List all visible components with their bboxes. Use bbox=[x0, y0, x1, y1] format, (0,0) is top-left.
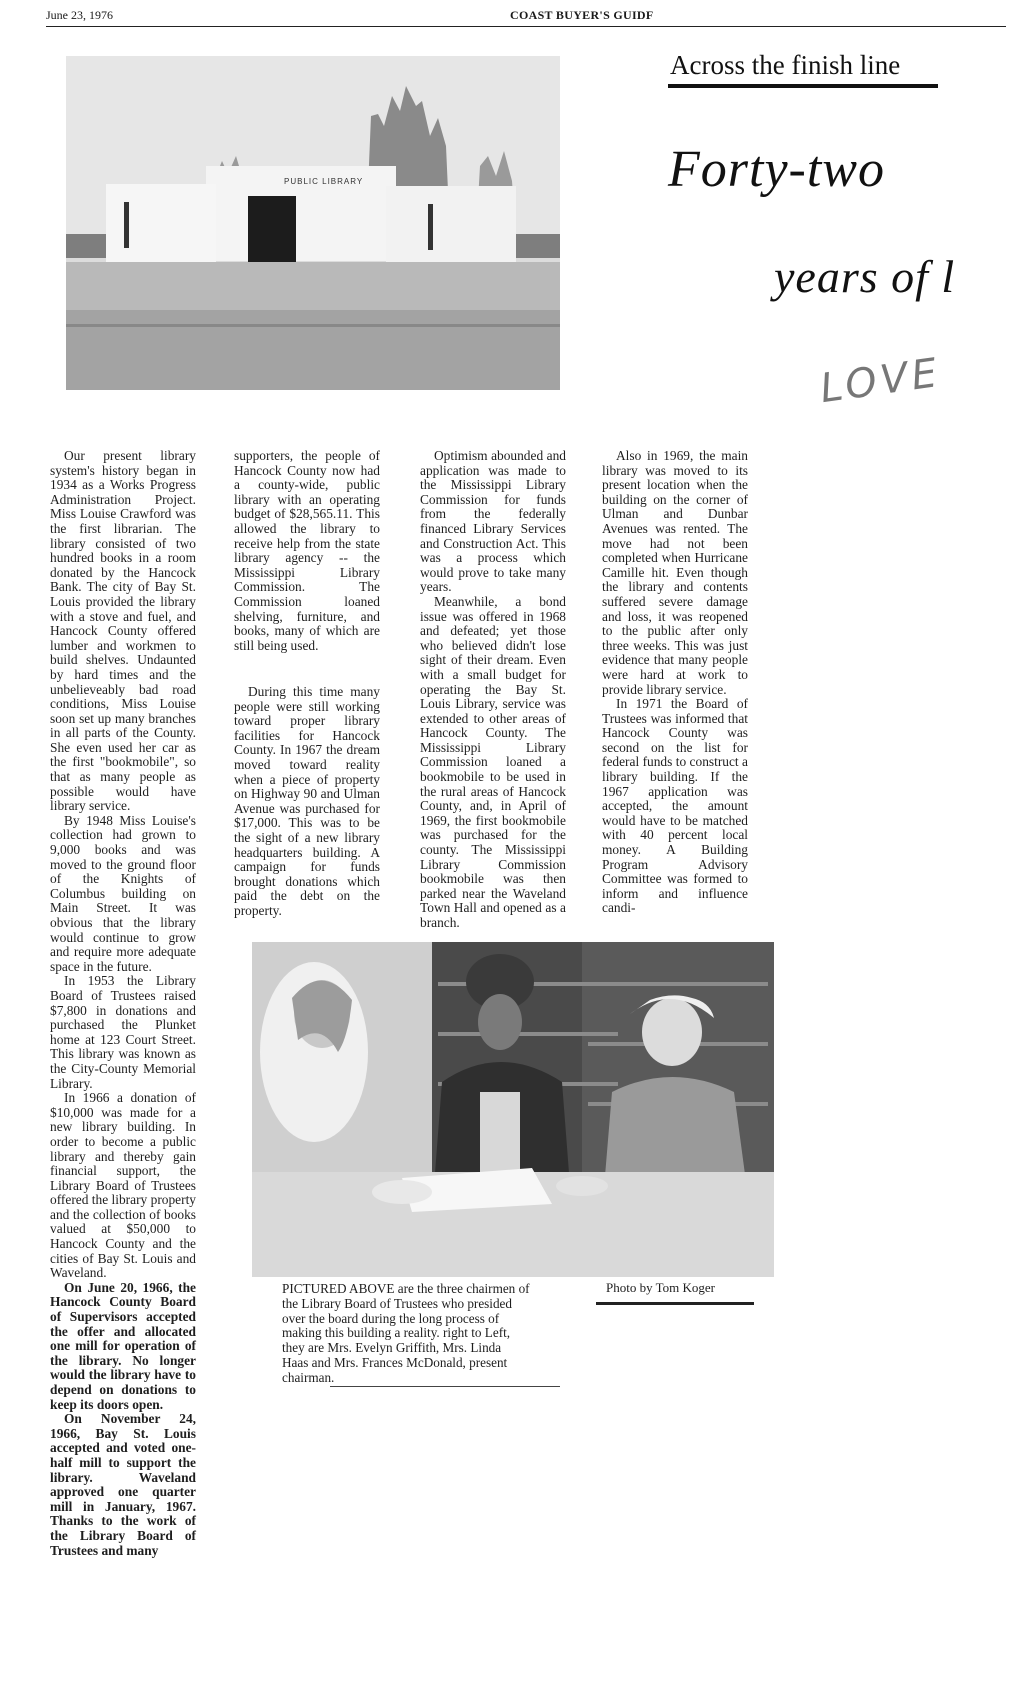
library-building-photo bbox=[66, 56, 560, 390]
paragraph: Optimism abounded and application was made to the Mississippi Library Commission for funds from the federally financed Library Services and Construction Act. This was a process which would prove to take many years. bbox=[420, 448, 566, 595]
svg-text:PUBLIC LIBRARY: PUBLIC LIBRARY bbox=[284, 177, 364, 186]
photo-caption: PICTURED ABOVE are the three chairmen of the Library Board of Trustees who presided over the board during the long process of making this building a reality. right to Left, they are Mrs. Evelyn Griffith, Mrs. Linda Haas and Mrs. Frances McDonald, present chairman. bbox=[282, 1281, 530, 1385]
paragraph: In 1953 the Library Board of Trustees raised $7,800 in donations and purchased the Plunket home at 123 Court Street. This library was known as the City-County Memorial Library. bbox=[50, 973, 196, 1091]
paragraph: In 1971 the Board of Trustees was informed that Hancock County was second on the list for federal funds to construct a library building. If the 1967 application was accepted, the amount would have to be matched with 40 percent local money. A Building Program Advisory Committee was formed to inform and influence candi- bbox=[602, 696, 748, 916]
caption-rule bbox=[330, 1386, 560, 1387]
title-line-2: years of l bbox=[774, 251, 956, 302]
paragraph: By 1948 Miss Louise's collection had grown to 9,000 books and was moved to the ground floor of the Knights of Columbus building on Main Street. It was obvious that the library would continue to grow and require more adequate space in the future. bbox=[50, 812, 196, 974]
article-column-2 bbox=[234, 449, 380, 653]
photo-credit: Photo by Tom Koger bbox=[606, 1280, 715, 1295]
title-line-1: Forty-two bbox=[668, 141, 885, 198]
paragraph: supporters, the people of Hancock County now had a county-wide, public library with an operating budget of $28,565.11. This allowed the library to receive help from the state library agency -- the Mississippi Library Commission. The Commission loaned shelving, furniture, and books, many of which are still being used. bbox=[234, 448, 380, 653]
handwritten-note: LOVE bbox=[817, 349, 944, 413]
trustees-photo bbox=[252, 942, 774, 1277]
article-column-2-continued bbox=[234, 685, 380, 919]
paragraph: On June 20, 1966, the Hancock County Board of Supervisors accepted the offer and allocated one mill for operation of the library. No longer would the library have to depend on donations to keep its doors open. bbox=[50, 1279, 196, 1412]
paragraph: Also in 1969, the main library was moved to its present location when the building on the corner of Ulman and Dunbar Avenues was rented. The move had not been completed when Hurricane Camille hit. Even though the library and contents suffered severe damage and loss, it was reopened to the public after only three weeks. This was just evidence that many people were hard at work to provide library service. bbox=[602, 448, 748, 697]
publication-name: COAST BUYER'S GUIDF bbox=[510, 8, 654, 22]
kicker-headline: Across the finish line bbox=[670, 50, 901, 80]
issue-date: June 23, 1976 bbox=[46, 8, 113, 22]
paragraph: On November 24, 1966, Bay St. Louis accepted and voted one-half mill to support the library. Waveland approved one quarter mill in January, 1967. Thanks to the work of the Library Board of Trustees and many bbox=[50, 1411, 196, 1558]
article-column-1 bbox=[50, 449, 196, 1558]
paragraph: During this time many people were still working toward proper library facilities for Hancock County. In 1967 the dream moved toward reality when a piece of property on Highway 90 and Ulman Avenue was purchased for $17,000. This was to be the sight of a new library headquarters building. A campaign for funds brought donations which paid the debt on the property. bbox=[234, 684, 380, 918]
article-column-3 bbox=[420, 449, 566, 931]
credit-rule bbox=[596, 1302, 754, 1305]
kicker-underline bbox=[668, 84, 938, 88]
paragraph: In 1966 a donation of $10,000 was made for a new library building. In order to become a public library and thereby gain financial support, the Library Board of Trustees offered the library property and the collection of books valued at $50,000 to Hancock County and the cities of Bay St. Louis and Waveland. bbox=[50, 1090, 196, 1281]
paragraph: Our present library system's history began in 1934 as a Works Progress Administration Project. Miss Louise Crawford was the first librarian. The library consisted of two hundred books in a room donated by the Hancock Bank. The city of Bay St. Louis provided the library with a stove and fuel, and Hancock County offered lumber and workmen to build shelves. Undaunted by hard times and the unbelieveably bad road conditions, Miss Louise soon set up many branches in all parts of the County. She even used her car as the first "bookmobile", so that as many people as possible would have library service. bbox=[50, 448, 196, 814]
paragraph: Meanwhile, a bond issue was offered in 1968 and defeated; yet those who believed didn't lose sight of their dream. Even with a small budget for operating the Bay St. Louis Library, service was extended to other areas of Hancock County. The Mississippi Library Commission loaned a bookmobile to be used in the rural areas of Hancock County, and, in April of 1969, the first bookmobile was purchased for the county. The Mississippi Library Commission bookmobile was then parked near the Waveland Town Hall and opened as a branch. bbox=[420, 593, 566, 930]
header-rule bbox=[46, 26, 1006, 27]
article-column-4 bbox=[602, 449, 748, 916]
